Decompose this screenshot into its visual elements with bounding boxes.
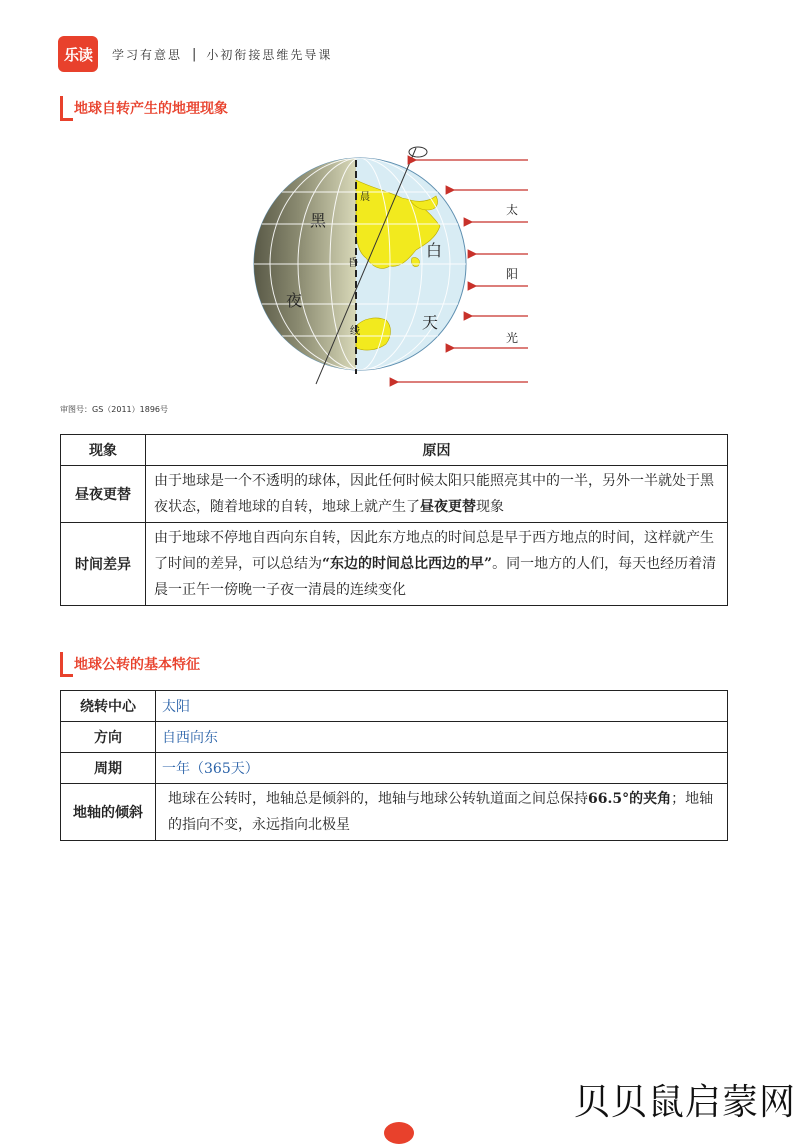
night-label-1: 黑	[310, 211, 327, 230]
sunlight-label-2: 阳	[506, 267, 519, 281]
reason-day-night	[146, 466, 728, 523]
day-label-2: 天	[422, 313, 439, 332]
feature-direction-label: 方向	[61, 722, 156, 753]
tilt-highlight: 66.5°的夹角	[588, 791, 672, 807]
reason-text-end: 现象	[476, 499, 504, 515]
feature-period-value: 一年（365天）	[156, 753, 728, 784]
brand-slogan: 学习有意思	[112, 47, 183, 62]
reason-time-difference	[146, 523, 728, 606]
table-row	[61, 784, 728, 841]
table-row	[61, 691, 728, 722]
terminator-label-3: 线	[350, 326, 360, 337]
sunlight-label-1: 太	[506, 203, 519, 217]
reason-text: 由于地球是一个不透明的球体，因此任何时候太阳只能照亮其中的一半，另外一半就处于黑夜状态，随着地球的自转，地球上就产生了	[154, 473, 714, 515]
sunlight-label-3: 光	[506, 331, 519, 345]
table-row	[61, 523, 728, 606]
earth-rotation-figure	[240, 140, 540, 400]
brand-logo: 乐读	[58, 36, 98, 72]
section-title-text: 地球自转产生的地理现象	[74, 101, 228, 117]
earth-globe-illustration	[240, 140, 540, 400]
bracket-icon	[60, 652, 73, 677]
reason-highlight: 昼夜更替	[420, 499, 476, 515]
table-header-row	[61, 435, 728, 466]
reason-highlight: “东边的时间总比西边的早”	[322, 556, 493, 572]
day-label-1: 白	[426, 241, 443, 260]
feature-direction-value: 自西向东	[156, 722, 728, 753]
night-label-2: 夜	[286, 291, 303, 310]
header-separator: |	[192, 46, 197, 62]
tilt-text: 地球在公转时，地轴总是倾斜的，地轴与地球公转轨道面之间总保持	[168, 791, 588, 807]
table-row	[61, 722, 728, 753]
reason-text: 由于地球不停地自西向东自转，因此东方地点的时间总是早于西方地点的时间，这样就产生了时间的差异，可以总结为	[154, 530, 714, 572]
header-phenomenon: 现象	[61, 435, 146, 466]
header-reason: 原因	[146, 435, 728, 466]
page-header	[58, 36, 332, 72]
section-title-text: 地球公转的基本特征	[74, 657, 200, 673]
reason-text-end: 。同一地方的人们，每天也经历着清晨一正午一傍晚一子夜一清晨的连续变化	[154, 556, 717, 598]
table-row	[61, 753, 728, 784]
feature-tilt-value	[156, 784, 728, 841]
terminator-label-1: 晨	[360, 192, 370, 203]
course-name: 小初衔接思维先导课	[206, 47, 333, 62]
revolution-features-table	[60, 690, 728, 841]
feature-tilt-label: 地轴的倾斜	[61, 784, 156, 841]
terminator-label-2: 昏	[348, 258, 358, 269]
site-watermark: 贝贝鼠启蒙网	[573, 1082, 796, 1123]
rotation-phenomena-table	[60, 434, 728, 606]
feature-center-label: 绕转中心	[61, 691, 156, 722]
phenomenon-time-difference: 时间差异	[61, 523, 146, 606]
table-row	[61, 466, 728, 523]
feature-period-label: 周期	[61, 753, 156, 784]
page-number-badge	[384, 1122, 414, 1144]
feature-center-value: 太阳	[156, 691, 728, 722]
map-approval-number: 审图号：GS（2011）1896号	[60, 405, 168, 414]
phenomenon-day-night: 昼夜更替	[61, 466, 146, 523]
bracket-icon	[60, 96, 73, 121]
tilt-text-end: ；地轴的指向不变，永远指向北极星	[168, 791, 714, 833]
